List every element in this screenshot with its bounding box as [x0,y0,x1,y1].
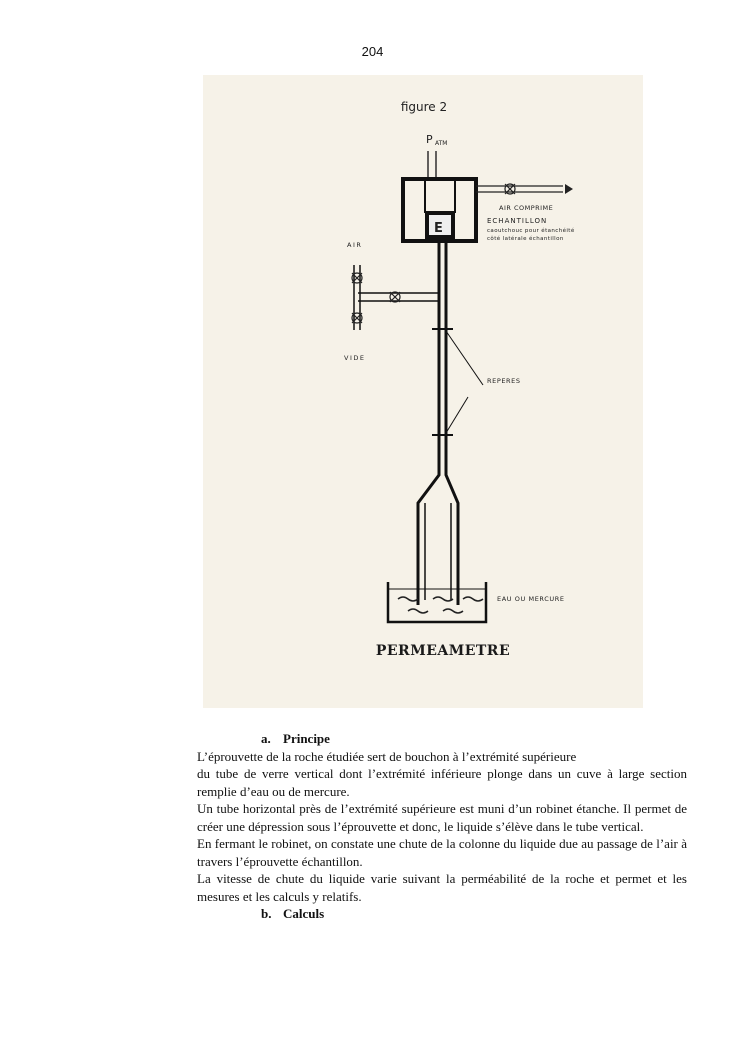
echantillon-label: ECHANTILLON [487,217,548,225]
section-b-heading [197,905,687,923]
paragraph: du tube de verre vertical dont l’extrémité inférieure plonge dans un cuve à large section remplie d’eau ou de mercure. [197,766,687,799]
paragraph: La vitesse de chute du liquide varie suivant la perméabilité de la roche et permet et les mesures et les calculs y relatifs. [197,871,687,904]
repere-pointer-top [446,331,483,385]
paragraph: En fermant le robinet, on constate une chute de la colonne du liquide due au passage de l’air à travers l’éprouvette échantillon. [197,836,687,869]
section-a-title: Principe [283,731,330,746]
permeameter-figure [203,75,643,708]
section-a-heading [197,730,687,748]
page-number: 204 [361,44,384,59]
section-b-title: Calculs [283,906,325,921]
sample-letter: E [434,221,443,236]
permeameter-diagram [203,75,643,708]
air-arrow-icon [565,184,573,194]
paragraph: L’éprouvette de la roche étudiée sert de bouchon à l’extrémité supérieure [197,748,577,764]
patm-label-sub: ATM [435,140,448,147]
section-a-letter: a. [261,731,271,746]
paragraph: Un tube horizontal près de l’extrémité supérieure est muni d’un robinet étanche. Il permet de créer une dépression sous l’éprouvette et donc, le liquide s’élève dans le tube vertical. [197,801,687,834]
figure-caption: PERMEAMETRE [375,643,511,659]
figure-title: figure 2 [400,100,448,114]
body-text [197,730,687,923]
caoutchouc-label-line1: caoutchouc pour étanchéité [487,228,575,234]
vide-label: VIDE [344,354,366,362]
repere-pointer-bottom [446,397,468,433]
section-b-letter: b. [261,906,272,921]
air-label: AIR [347,241,363,249]
air-comprime-label: AIR COMPRIME [499,204,554,212]
sample-cell [403,179,476,241]
eau-mercure-label: EAU OU MERCURE [497,595,565,603]
patm-label-p: P [426,133,433,146]
reperes-label: REPERES [487,377,521,385]
caoutchouc-label-line2: côté latérale échantillon [487,236,564,242]
liquid-reservoir [388,582,486,622]
